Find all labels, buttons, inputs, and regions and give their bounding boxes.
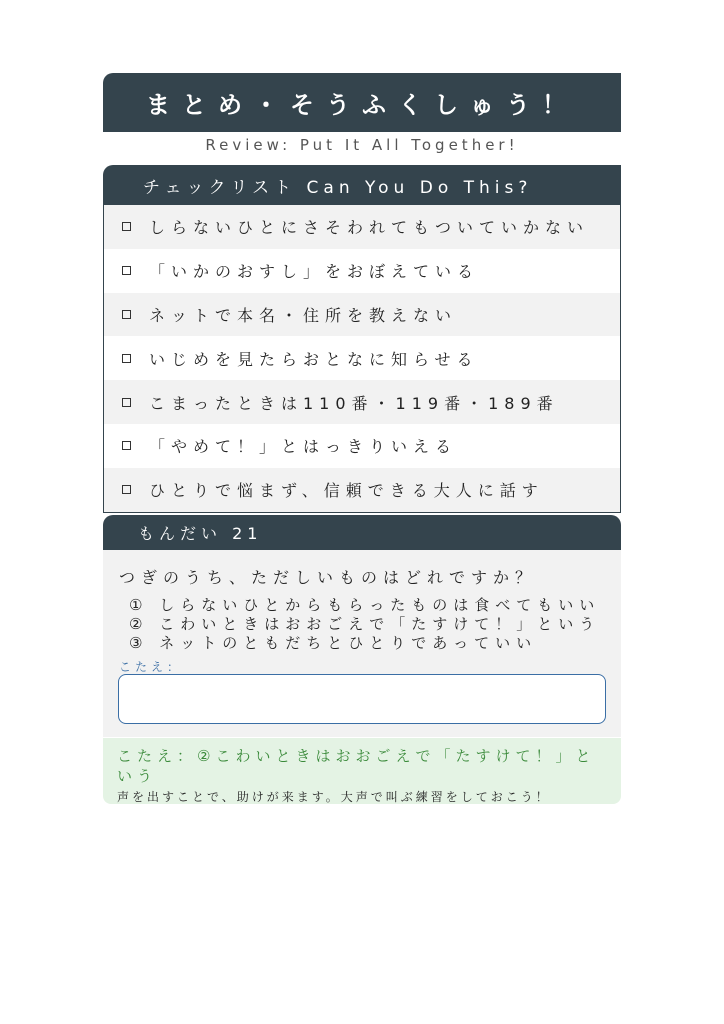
checklist-item[interactable] bbox=[104, 293, 620, 337]
checklist-item[interactable] bbox=[104, 336, 620, 380]
checklist-item[interactable] bbox=[104, 205, 620, 249]
checkbox-icon[interactable] bbox=[122, 441, 131, 450]
checkbox-icon[interactable] bbox=[122, 266, 131, 275]
checklist-item-label: こまったときは110番・119番・189番 bbox=[149, 393, 559, 413]
checklist-item-label: ネットで本名・住所を教えない bbox=[149, 305, 458, 325]
option-3[interactable]: ③ ネットのともだちとひとりであっていい bbox=[129, 634, 538, 652]
checklist-item-label: しらないひとにさそわれてもついていかない bbox=[149, 218, 590, 238]
checklist-header: チェックリスト Can You Do This? bbox=[103, 165, 621, 205]
checklist-item-label: ひとりで悩まず、信頼できる大人に話す bbox=[149, 481, 544, 501]
checkbox-icon[interactable] bbox=[122, 354, 131, 363]
checklist bbox=[103, 205, 621, 513]
question-text: つぎのうち、ただしいものはどれですか？ bbox=[119, 568, 538, 587]
solution-note: 声を出すことで、助けが来ます。大声で叫ぶ練習をしておこう！ bbox=[117, 790, 551, 804]
checkbox-icon[interactable] bbox=[122, 310, 131, 319]
page-subtitle: Review: Put It All Together! bbox=[205, 136, 519, 154]
checklist-item-label: 「いかのおすし」をおぼえている bbox=[149, 262, 480, 282]
checklist-item[interactable] bbox=[104, 424, 620, 468]
checkbox-icon[interactable] bbox=[122, 222, 131, 231]
checkbox-icon[interactable] bbox=[122, 485, 131, 494]
option-list bbox=[129, 596, 621, 653]
page-title: まとめ・そうふくしゅう！ bbox=[103, 73, 621, 132]
checklist-item[interactable] bbox=[104, 249, 620, 293]
answer-input[interactable] bbox=[118, 674, 606, 724]
question-panel bbox=[103, 550, 621, 737]
question-header: もんだい 21 bbox=[103, 515, 621, 550]
checklist-item[interactable] bbox=[104, 468, 620, 512]
solution-answer: こたえ：②こわいときはおおごえで「たすけて！」という bbox=[117, 747, 596, 785]
option-1[interactable]: ① しらないひとからもらったものは食べてもいい bbox=[129, 596, 601, 614]
option-2[interactable]: ② こわいときはおおごえで「たすけて！」という bbox=[129, 615, 601, 633]
checkbox-icon[interactable] bbox=[122, 398, 131, 407]
solution-box bbox=[103, 738, 621, 804]
checklist-item-label: いじめを見たらおとなに知らせる bbox=[149, 349, 479, 369]
answer-label: こたえ： bbox=[119, 660, 184, 674]
checklist-item-label: 「やめて！」とはっきりいえる bbox=[149, 437, 458, 457]
checklist-item[interactable] bbox=[104, 380, 620, 424]
